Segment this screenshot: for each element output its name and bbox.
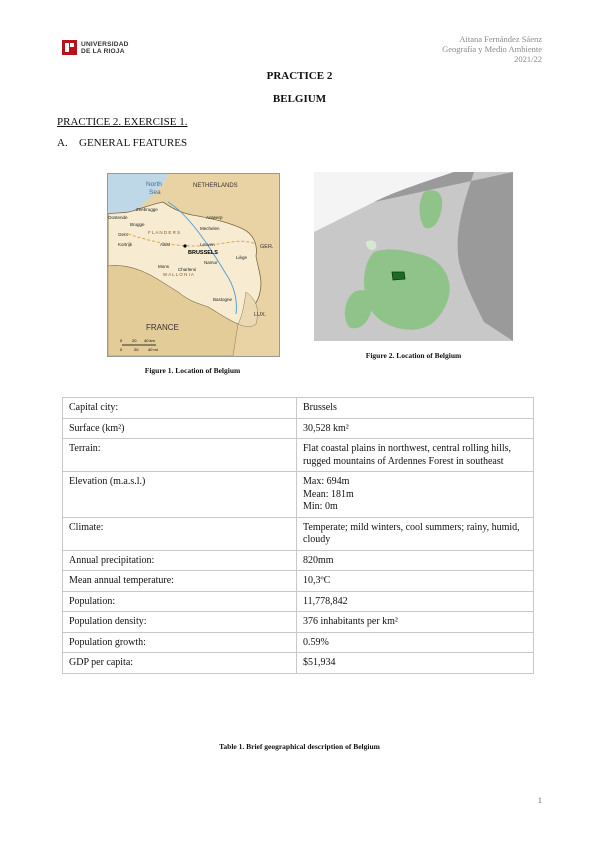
university-logo-mark	[62, 40, 77, 55]
table-key: Population density:	[63, 612, 297, 633]
table-row	[63, 398, 534, 419]
scale-mi-20: 20	[134, 347, 139, 352]
logo-line-2: DE LA RIOJA	[81, 47, 125, 55]
label-kortrijk: Kortrijk	[118, 242, 133, 247]
table-caption: Table 1. Brief geographical description of Belgium	[219, 742, 380, 751]
elevation-max: Max: 694m	[303, 476, 350, 487]
belgium-map-svg	[108, 174, 279, 356]
scale-km-0: 0	[120, 338, 123, 343]
table-value: $51,934	[297, 653, 534, 674]
table-value: 376 inhabitants per km²	[297, 612, 534, 633]
table-row	[63, 591, 534, 612]
section-label: GENERAL FEATURES	[79, 137, 188, 149]
exercise-heading: PRACTICE 2. EXERCISE 1.	[57, 116, 188, 128]
table-value: Brussels	[297, 398, 534, 419]
table-value: Temperate; mild winters, cool summers; rainy, humid, cloudy	[297, 517, 534, 550]
table-key: Climate:	[63, 517, 297, 550]
table-row	[63, 550, 534, 571]
elevation-mean: Mean: 181m	[303, 488, 354, 500]
university-logo-text	[81, 41, 129, 55]
figure-1-belgium-map	[107, 173, 280, 357]
section-number: A.	[57, 137, 68, 149]
label-antwerp: Antwerp	[206, 215, 223, 220]
label-north-sea-2: Sea	[149, 189, 161, 196]
table-row	[63, 571, 534, 592]
table-row	[63, 418, 534, 439]
table-key: Elevation (m.a.s.l.)	[63, 472, 297, 518]
label-france: FRANCE	[146, 323, 179, 332]
table-value: 10,3ºC	[297, 571, 534, 592]
label-flanders: F L A N D E R S	[148, 230, 181, 235]
scale-km-40: 40 km	[144, 338, 155, 343]
table-row	[63, 653, 534, 674]
label-aalst: Aalst	[160, 242, 171, 247]
table-row	[63, 632, 534, 653]
table-value: 11,778,842	[297, 591, 534, 612]
page-subtitle: BELGIUM	[272, 93, 327, 105]
table-value: Flat coastal plains in northwest, central rolling hills, rugged mountains of Ardennes Forest in southeast	[297, 439, 534, 472]
section-heading	[57, 137, 187, 149]
table-value: 0.59%	[297, 632, 534, 653]
scale-km-20: 20	[132, 338, 137, 343]
label-mons: Mons	[158, 264, 170, 269]
belgium-highlight	[392, 272, 405, 280]
label-bastogne: Bastogne	[213, 297, 233, 302]
header-info	[442, 34, 542, 64]
label-brussels: BRUSSELS	[188, 250, 218, 256]
table-row	[63, 517, 534, 550]
geography-table	[62, 397, 534, 674]
table-value	[297, 472, 534, 518]
academic-year: 2021/22	[514, 54, 542, 64]
label-gent: Gent	[118, 232, 128, 237]
label-luxembourg: LUX.	[254, 312, 267, 318]
label-brugge: Brugge	[130, 222, 145, 227]
figure-2-caption: Figure 2. Location of Belgium	[365, 351, 462, 360]
author-name: Aitana Fernández Sáenz	[459, 34, 542, 44]
course-name: Geografía y Medio Ambiente	[442, 44, 542, 54]
europe-map-svg	[314, 172, 513, 341]
table-key: Mean annual temperature:	[63, 571, 297, 592]
table-key: Annual precipitation:	[63, 550, 297, 571]
table-value: 820mm	[297, 550, 534, 571]
label-oostende: Oostende	[108, 215, 128, 220]
table-value: 30,528 km²	[297, 418, 534, 439]
label-charleroi: Charleroi	[178, 267, 197, 272]
label-netherlands: NETHERLANDS	[193, 183, 238, 189]
table-row	[63, 439, 534, 472]
label-liege: Liège	[236, 255, 248, 260]
table-key: Population:	[63, 591, 297, 612]
table-key: GDP per capita:	[63, 653, 297, 674]
label-north-sea-1: North	[146, 181, 162, 188]
table-key: Surface (km²)	[63, 418, 297, 439]
label-mechelen: Mechelen	[200, 226, 220, 231]
figure-2-europe-map	[314, 172, 513, 341]
scale-mi-40: 40 mi	[148, 347, 158, 352]
elevation-min: Min: 0m	[303, 501, 338, 512]
table-row	[63, 472, 534, 518]
label-wallonia: W A L L O N I A	[163, 272, 194, 277]
label-germany: GER.	[260, 244, 274, 250]
figure-1-caption: Figure 1. Location of Belgium	[144, 366, 241, 375]
table-key: Capital city:	[63, 398, 297, 419]
label-leuven: Leuven	[200, 242, 215, 247]
university-logo	[62, 40, 129, 55]
scale-mi-0: 0	[120, 347, 123, 352]
label-zeebrugge: Zeebrugge	[136, 207, 158, 212]
table-row	[63, 612, 534, 633]
label-namur: Namur	[204, 260, 218, 265]
page-title: PRACTICE 2	[266, 70, 333, 82]
table-key: Population growth:	[63, 632, 297, 653]
brussels-capital-marker	[183, 244, 186, 247]
table-key: Terrain:	[63, 439, 297, 472]
page-number: 1	[537, 795, 542, 805]
logo-line-1: UNIVERSIDAD	[81, 40, 129, 48]
